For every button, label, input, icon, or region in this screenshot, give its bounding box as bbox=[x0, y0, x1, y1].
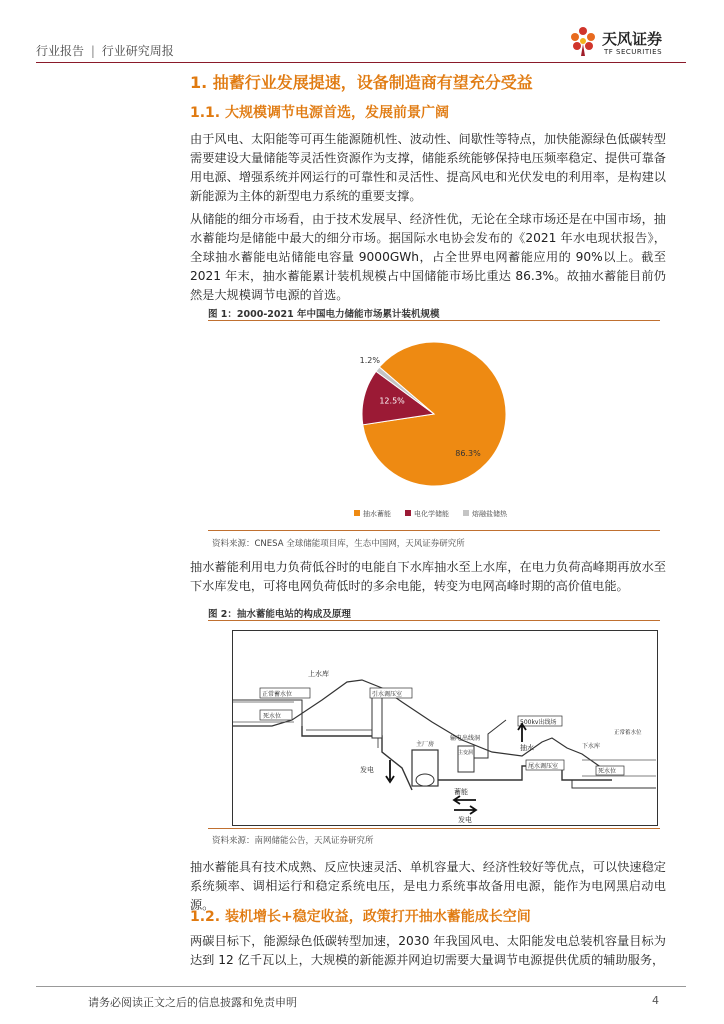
brand-flower-icon bbox=[566, 24, 600, 58]
paragraph-3: 抽水蓄能利用电力负荷低谷时的电能自下水库抽水至上水库，在电力负荷高峰期再放水至下水库发电，可将电网负荷低时的多余电能，转变为电网高峰时期的高价值电能。 bbox=[190, 560, 666, 593]
upper-surge-label: 引水调压室 bbox=[372, 691, 403, 698]
generate-label: 发电 bbox=[360, 766, 374, 774]
page-number: 4 bbox=[652, 994, 659, 1007]
upper-reservoir-label: 上水库 bbox=[308, 670, 329, 678]
figure-1-source: 资料来源：CNESA 全球储能项目库，生态中国网，天风证券研究所 bbox=[212, 539, 465, 549]
legend-label-1: 电化学储能 bbox=[414, 510, 449, 518]
legend-label-2: 熔融盐储热 bbox=[472, 510, 507, 518]
upper-dead-level-label: 死水位 bbox=[263, 713, 282, 720]
lower-reservoir-basin bbox=[572, 780, 656, 788]
subsection-heading-2: 1.2. 装机增长+稳定收益，政策打开抽水蓄能成长空间 bbox=[190, 909, 531, 925]
lower-dead-level-label: 死水位 bbox=[598, 768, 617, 775]
generate-label-2: 发电 bbox=[458, 816, 472, 824]
brand-logo bbox=[566, 24, 696, 60]
report-category bbox=[36, 42, 174, 59]
pump-label: 抽水 bbox=[520, 744, 534, 752]
figure-2-bottom-rule bbox=[208, 828, 660, 829]
pie-data-label-0: 86.3% bbox=[455, 449, 481, 458]
brand-name: 天风证券 bbox=[602, 30, 663, 48]
figure-2-title: 图 2：抽水蓄能电站的构成及原理 bbox=[208, 609, 351, 620]
footer-disclaimer: 请务必阅读正文之后的信息披露和免责申明 bbox=[88, 996, 297, 1009]
storage-left-arrow-icon bbox=[454, 796, 476, 804]
headrace-tunnel bbox=[302, 726, 412, 790]
legend-swatch-0 bbox=[354, 510, 360, 516]
legend-swatch-1 bbox=[405, 510, 411, 516]
legend-label-0: 抽水蓄能 bbox=[363, 510, 391, 518]
figure-2-source: 资料来源：南网储能公告，天风证券研究所 bbox=[212, 836, 374, 846]
section-heading: 1. 抽蓄行业发展提速，设备制造商有望充分受益 bbox=[190, 73, 533, 92]
paragraph-1: 由于风电、太阳能等可再生能源随机性、波动性、间歇性等特点，加快能源绿色低碳转型需要建设大量储能等灵活性资源作为支撑，储能系统能够保持电压频率稳定、提供可靠备用电源、增强系统并网运行的可靠性和灵活性、提高风电和光伏发电的利用率，是构建以新能源为主体的新型电力系统的重要支撑。 bbox=[190, 132, 666, 203]
lower-normal-level-label: 正常蓄水位 bbox=[614, 730, 642, 736]
paragraph-2: 从储能的细分市场看，由于技术发展早、经济性优，无论在全球市场还是在中国市场，抽水蓄能均是储能中最大的细分市场。据国际水电协会发布的《2021 年水电现状报告》，全球抽水蓄能电站储能电容量 9000GWh，占全世界电网蓄能应用的 90%以上。截至 2021 年末，抽水蓄能累计装机规模占中国储能市场比重达 86.3%。故抽水蓄能目前仍然是大规模调节电源的首选。 bbox=[190, 212, 666, 302]
shaft-label: 输电出线洞 bbox=[450, 735, 481, 742]
header-rule bbox=[36, 62, 686, 63]
header-separator: | bbox=[90, 44, 95, 58]
lower-surge-label: 尾水调压室 bbox=[528, 763, 559, 770]
lower-reservoir-label: 下水库 bbox=[582, 743, 601, 750]
upper-normal-level-label: 正常蓄水位 bbox=[262, 691, 293, 698]
diagram-frame bbox=[233, 631, 658, 826]
subsection-heading-1: 1.1. 大规模调节电源首选，发展前景广阔 bbox=[190, 105, 449, 121]
paragraph-4: 抽水蓄能具有技术成熟、反应快速灵活、单机容量大、经济性较好等优点，可以快速稳定系统频率、调相运行和稳定系统电压，是电力系统事故备用电源，能作为电网黑启动电源。 bbox=[190, 860, 666, 912]
pie-chart bbox=[208, 324, 660, 530]
legend-swatch-2 bbox=[463, 510, 469, 516]
turbine-unit bbox=[416, 774, 434, 786]
report-type: 行业报告 bbox=[36, 44, 85, 58]
transformer-label: 主变洞 bbox=[458, 750, 474, 756]
upper-surge-chamber bbox=[372, 694, 382, 738]
pump-up-arrow-icon bbox=[518, 724, 526, 742]
figure-2-rule bbox=[208, 620, 660, 621]
pie-data-label-2: 1.2% bbox=[359, 355, 381, 365]
figure-1-bottom-rule bbox=[208, 530, 660, 531]
generate-right-arrow-icon bbox=[454, 806, 476, 814]
brand-sub: TF SECURITIES bbox=[604, 48, 663, 56]
paragraph-5: 两碳目标下，能源绿色低碳转型加速，2030 年我国风电、太阳能发电总装机容量目标为达到 12 亿千瓦以上，大规模的新能源并网迫切需要大量调节电源提供优质的辅助服务， bbox=[190, 934, 666, 967]
headrace-tunnel-inner bbox=[306, 730, 378, 748]
report-subtype: 行业研究周报 bbox=[101, 44, 174, 58]
pumped-storage-diagram bbox=[232, 630, 658, 826]
generate-down-arrow-icon bbox=[386, 760, 394, 782]
powerhouse-label: 主厂房 bbox=[416, 741, 435, 748]
pie-data-label-1: 12.5% bbox=[379, 396, 405, 406]
storage-label: 蓄能 bbox=[454, 788, 468, 796]
figure-1-rule bbox=[208, 320, 660, 321]
line-yard-label: 500kv出线场 bbox=[520, 719, 557, 726]
figure-1-title: 图 1：2000-2021 年中国电力储能市场累计装机规模 bbox=[208, 309, 440, 320]
footer-rule bbox=[36, 986, 686, 987]
